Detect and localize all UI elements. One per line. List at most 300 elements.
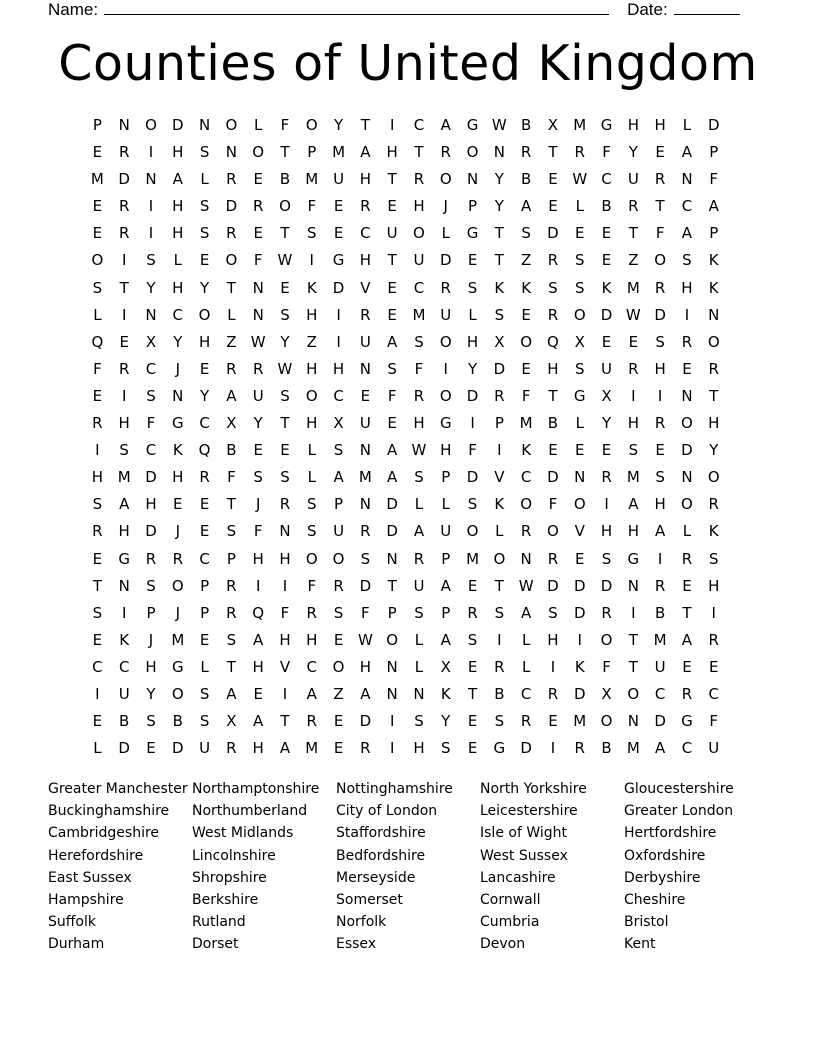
grid-letter: E [92,712,103,731]
grid-letter: K [494,495,505,514]
word-list-item: Merseyside [336,869,416,886]
grid-letter: I [148,224,154,243]
grid-letter: R [440,143,451,162]
grid-letter: N [681,170,693,189]
grid-letter: G [466,224,479,243]
grid-letter: H [413,414,425,433]
grid-letter: T [360,116,370,134]
grid-letter: Z [226,332,237,351]
grid-letter: D [466,386,479,405]
grid-letter: L [468,305,477,324]
grid-letter: O [225,251,238,270]
grid-letter: O [145,116,157,134]
grid-letter: N [574,468,586,487]
grid-letter: N [627,576,639,595]
grid-letter: L [307,441,316,460]
grid-letter: I [121,251,127,270]
grid-letter: G [118,549,130,568]
grid-letter: H [172,197,184,216]
word-list-item: Devon [480,936,526,953]
grid-letter: R [708,630,719,649]
name-date-header [48,0,748,20]
word-list-item: Leicestershire [480,803,578,820]
word-list-item: Cheshire [624,891,686,908]
grid-letter: W [250,332,266,351]
grid-letter: R [360,739,371,758]
grid-letter: O [305,549,318,568]
grid-letter: H [386,143,398,162]
grid-letter: T [226,495,236,514]
grid-letter: S [414,468,424,487]
grid-letter: T [467,684,478,703]
grid-letter: C [145,441,157,460]
grid-letter: I [550,657,556,676]
grid-letter: E [682,657,692,676]
grid-letter: M [412,305,426,324]
word-list-item: Cambridgeshire [48,825,160,842]
grid-letter: E [548,712,558,731]
grid-letter: R [199,468,210,487]
grid-letter: Y [467,359,478,378]
grid-letter: S [280,386,290,405]
grid-letter: N [413,684,425,703]
word-list-item: West Midlands [192,825,294,842]
grid-letter: R [333,576,344,595]
grid-letter: D [707,116,720,134]
grid-letter: S [574,359,585,378]
grid-letter: D [520,739,532,758]
grid-letter: H [654,116,666,134]
grid-letter: D [386,522,398,541]
grid-letter: E [387,305,397,324]
grid-letter: S [708,549,719,568]
grid-letter: H [172,143,184,162]
grid-letter: N [386,684,398,703]
grid-letter: L [93,739,102,758]
grid-letter: M [332,143,346,162]
grid-letter: L [227,305,236,324]
grid-letter: F [253,522,263,541]
grid-letter: F [280,116,290,134]
word-list-item: Shropshire [192,869,267,886]
grid-letter: A [655,522,666,541]
grid-letter: O [198,305,211,324]
grid-letter: B [494,684,505,703]
grid-letter: P [387,603,397,622]
grid-letter: E [253,170,263,189]
grid-letter: R [654,170,666,189]
grid-letter: E [601,441,612,460]
grid-letter: G [627,549,640,568]
grid-letter: I [121,386,127,405]
grid-letter: H [252,657,264,676]
grid-letter: A [387,332,398,351]
grid-letter: R [574,739,585,758]
grid-letter: H [359,657,371,676]
grid-letter: H [359,251,371,270]
grid-letter: N [359,441,371,460]
grid-letter: R [226,170,237,189]
grid-letter: S [199,224,210,243]
grid-letter: K [521,278,532,297]
grid-letter: S [226,630,237,649]
grid-letter: A [681,143,693,162]
grid-letter: T [226,657,236,676]
grid-letter: O [600,630,613,649]
grid-letter: F [414,359,424,378]
grid-letter: R [413,386,425,405]
grid-letter: S [414,332,424,351]
grid-letter: H [627,116,639,134]
grid-letter: D [145,468,157,487]
grid-letter: R [360,522,371,541]
grid-letter: I [657,386,663,405]
grid-letter: S [333,603,344,622]
grid-letter: G [573,386,586,405]
grid-letter: K [708,278,719,297]
grid-letter: R [601,603,612,622]
grid-letter: S [387,359,397,378]
grid-letter: R [252,359,264,378]
grid-letter: E [280,441,290,460]
grid-letter: T [280,143,290,162]
grid-letter: S [467,630,478,649]
grid-letter: E [682,576,692,595]
grid-letter: T [387,576,397,595]
grid-letter: S [92,603,103,622]
grid-letter: T [414,143,424,162]
word-list-item: Hampshire [48,891,124,908]
grid-letter: P [226,549,236,568]
grid-letter: E [601,332,612,351]
grid-letter: L [414,657,424,676]
grid-letter: C [172,305,184,324]
grid-letter: M [626,739,640,758]
grid-letter: H [172,468,184,487]
grid-letter: E [521,305,531,324]
grid-letter: S [414,603,424,622]
grid-letter: D [332,278,345,297]
grid-letter: X [226,712,237,731]
grid-letter: C [708,684,719,703]
grid-letter: I [604,495,609,514]
grid-letter: L [173,251,182,270]
word-search-grid [84,112,727,762]
grid-letter: G [493,739,506,758]
grid-letter: A [306,684,317,703]
grid-letter: O [305,116,318,134]
grid-letter: I [121,305,127,324]
grid-letter: N [252,278,264,297]
grid-letter: U [413,251,425,270]
grid-letter: R [547,684,559,703]
word-list-item: Greater Manchester [48,781,188,797]
grid-letter: O [439,170,452,189]
grid-letter: S [628,441,639,460]
grid-letter: M [519,414,533,433]
grid-letter: A [521,603,532,622]
grid-letter: V [494,468,505,487]
grid-letter: H [708,414,720,433]
grid-letter: R [92,414,103,433]
grid-letter: R [654,576,666,595]
grid-letter: H [681,278,693,297]
grid-letter: Y [441,712,451,731]
grid-letter: S [655,468,665,487]
word-list-item: North Yorkshire [480,781,587,797]
grid-letter: D [386,495,398,514]
grid-letter: S [682,251,692,270]
grid-letter: E [360,386,371,405]
grid-letter: M [573,116,587,134]
grid-letter: R [226,359,237,378]
grid-letter: T [494,576,504,595]
grid-letter: C [118,657,130,676]
grid-letter: S [307,495,317,514]
grid-letter: D [118,739,130,758]
grid-letter: I [657,549,663,568]
name-blank-line[interactable] [104,0,609,15]
grid-letter: G [171,414,184,433]
grid-letter: D [359,576,372,595]
grid-letter: M [653,630,667,649]
grid-letter: N [681,468,693,487]
grid-letter: I [336,305,341,324]
grid-letter: E [333,630,344,649]
grid-letter: C [654,684,666,703]
grid-letter: R [681,332,693,351]
grid-letter: E [548,170,558,189]
grid-letter: I [148,197,154,216]
grid-letter: O [305,386,318,405]
grid-letter: S [146,576,156,595]
grid-letter: U [601,359,613,378]
grid-letter: Y [146,684,156,703]
word-list-item: City of London [336,803,438,820]
grid-letter: B [279,170,291,189]
word-list-item: Buckinghamshire [48,803,170,820]
grid-letter: R [547,251,559,270]
grid-letter: H [627,414,639,433]
grid-letter: L [200,657,209,676]
word-list-item: Derbyshire [624,869,701,886]
grid-letter: B [547,414,559,433]
grid-letter: H [145,495,157,514]
grid-letter: T [280,414,290,433]
word-list-item: Norfolk [336,914,387,931]
grid-letter: E [119,332,129,351]
grid-letter: S [280,468,290,487]
word-list-item: Cumbria [480,914,540,931]
grid-letter: L [495,522,504,541]
grid-letter: D [573,576,586,595]
grid-letter: S [360,549,371,568]
grid-letter: S [494,305,505,324]
grid-letter: B [601,197,612,216]
grid-letter: O [681,495,693,514]
grid-letter: X [494,332,505,351]
grid-letter: E [92,143,103,162]
grid-letter: H [145,657,157,676]
grid-letter: W [572,170,588,189]
grid-letter: R [118,143,130,162]
grid-letter: D [547,576,559,595]
grid-letter: O [386,630,399,649]
grid-letter: F [227,468,236,487]
grid-letter: D [600,576,613,595]
date-blank-line[interactable] [674,0,740,15]
grid-letter: U [359,332,371,351]
grid-letter: E [655,143,665,162]
grid-letter: R [628,359,639,378]
grid-letter: E [253,684,263,703]
grid-letter: M [117,468,131,487]
word-list-item: Greater London [624,803,734,820]
grid-letter: G [600,116,613,134]
grid-letter: Y [333,116,344,134]
grid-letter: Q [252,603,265,622]
grid-letter: T [628,224,638,243]
grid-letter: C [520,468,532,487]
grid-letter: I [255,576,261,595]
grid-letter: S [199,197,210,216]
grid-letter: S [199,143,210,162]
grid-letter: K [119,630,130,649]
grid-letter: T [548,386,558,405]
grid-letter: U [252,386,264,405]
grid-letter: S [574,251,585,270]
grid-letter: Z [306,332,317,351]
grid-letter: R [574,143,585,162]
grid-letter: K [601,278,612,297]
grid-letter: Y [146,278,156,297]
grid-letter: Y [494,197,504,216]
grid-letter: R [360,197,371,216]
date-label: Date: [627,0,668,19]
grid-letter: M [305,170,319,189]
grid-letter: T [494,251,504,270]
grid-letter: F [655,224,665,243]
grid-letter: E [387,414,397,433]
grid-letter: R [306,603,317,622]
grid-letter: H [279,549,291,568]
grid-letter: E [708,657,719,676]
grid-letter: S [199,712,210,731]
word-list-item: Bristol [624,914,669,931]
grid-letter: A [708,197,719,216]
grid-letter: I [711,603,716,622]
grid-letter: D [145,522,157,541]
page-title: Counties of United Kingdom [58,35,758,92]
grid-letter: N [386,657,398,676]
grid-letter: Z [628,251,639,270]
grid-letter: I [631,603,636,622]
grid-letter: T [226,278,236,297]
grid-letter: D [225,197,238,216]
grid-letter: E [548,441,558,460]
grid-letter: F [521,386,531,405]
grid-letter: Y [709,441,719,460]
word-list-item: Essex [336,936,377,953]
grid-letter: D [359,712,372,731]
grid-letter: A [387,441,398,460]
grid-letter: I [95,441,100,460]
grid-letter: H [91,468,104,487]
grid-letter: E [575,441,585,460]
grid-letter: D [493,359,506,378]
word-list-item: Berkshire [192,891,259,908]
grid-letter: L [414,630,424,649]
grid-letter: M [466,549,480,568]
grid-letter: U [440,305,452,324]
grid-letter: O [413,224,425,243]
grid-letter: S [333,441,344,460]
grid-letter: P [441,549,451,568]
grid-letter: H [627,522,639,541]
grid-letter: F [548,495,558,514]
grid-letter: I [550,739,556,758]
grid-letter: R [118,359,130,378]
grid-letter: C [306,657,318,676]
grid-letter: S [146,386,156,405]
grid-letter: L [575,197,584,216]
word-list-item: Cornwall [480,891,541,908]
grid-letter: A [440,630,451,649]
grid-letter: O [573,495,586,514]
grid-letter: S [253,468,263,487]
grid-letter: E [92,224,103,243]
grid-letter: S [92,495,103,514]
grid-letter: C [413,116,425,134]
grid-letter: X [601,684,612,703]
word-list-item: Oxfordshire [624,847,706,864]
grid-letter: B [521,116,532,134]
grid-letter: F [387,386,397,405]
grid-letter: P [334,495,344,514]
grid-letter: E [253,441,263,460]
grid-letter: E [92,197,103,216]
grid-letter: L [575,414,584,433]
grid-letter: O [466,143,479,162]
grid-letter: B [654,603,666,622]
grid-letter: H [306,359,318,378]
grid-letter: D [118,170,130,189]
grid-letter: O [707,332,720,351]
grid-letter: E [92,386,103,405]
grid-letter: R [520,522,532,541]
grid-letter: M [171,630,185,649]
grid-letter: R [226,739,237,758]
grid-letter: D [573,684,586,703]
grid-letter: N [466,170,479,189]
word-list-item: Gloucestershire [624,781,734,797]
grid-letter: C [199,549,210,568]
grid-letter: L [307,468,316,487]
grid-letter: R [547,305,559,324]
grid-letter: A [413,522,425,541]
grid-letter: N [279,522,291,541]
grid-letter: O [547,522,559,541]
grid-letter: E [467,739,478,758]
grid-letter: F [146,414,156,433]
grid-letter: P [468,197,478,216]
grid-letter: S [146,712,156,731]
grid-letter: C [360,224,371,243]
word-list-item: Suffolk [48,914,96,931]
grid-letter: A [333,468,344,487]
grid-letter: F [361,603,370,622]
grid-letter: D [439,251,452,270]
